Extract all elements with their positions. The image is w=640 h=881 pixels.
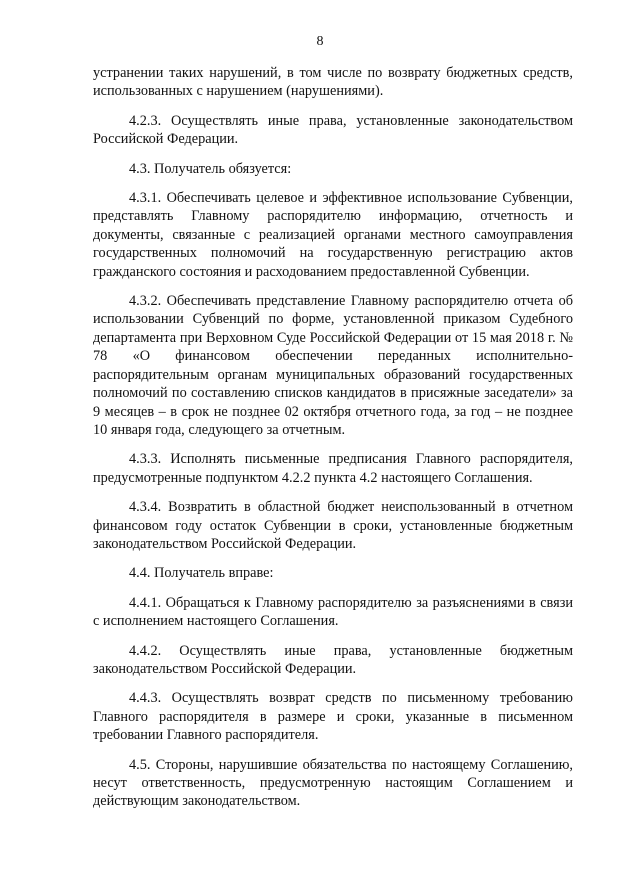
paragraph-4-4-1: 4.4.1. Обращаться к Главному распорядителю за разъяснениями в связи с исполнением настоящего Соглашения.: [93, 594, 573, 630]
paragraph-4-5: 4.5. Стороны, нарушившие обязательства по настоящему Соглашению, несут ответственность, предусмотренную настоящим Соглашением и действующим законодательством.: [93, 756, 573, 810]
paragraph-4-3-4: 4.3.4. Возвратить в областной бюджет неиспользованный в отчетном финансовом году остаток Субвенции в сроки, установленные бюджетным законодательством Российской Федерации.: [93, 499, 573, 552]
paragraph-4-3-3: 4.3.3. Исполнять письменные предписания Главного распорядителя, предусмотренные подпунктом 4.2.2 пункта 4.2 настоящего Соглашения.: [93, 451, 573, 486]
page-number: 8: [316, 34, 324, 49]
paragraph-4-4: 4.4. Получатель вправе:: [129, 565, 274, 582]
paragraph-continuation: устранении таких нарушений, в том числе по возврату бюджетных средств, использованных с нарушением (нарушениями).: [93, 65, 573, 100]
document-body: [93, 64, 573, 822]
paragraph-4-2-3: 4.2.3. Осуществлять иные права, установленные законодательством Российской Федерации.: [93, 112, 573, 148]
paragraph-4-3-2: 4.3.2. Обеспечивать представление Главному распорядителю отчета об использовании Субвенций по форме, установленной приказом Судебного департамента при Верховном Суде Российской Федерации от 15 мая 2018 г. № 78 «О финансовом обеспечении переданных исполнительно-распорядительным органам муниципальных образований государственных полномочий по составлению списков кандидатов в присяжные заседатели» за 9 месяцев – в срок не позднее 02 октября отчетного года, за год – не позднее 10 января года, следующего за отчетным.: [93, 293, 573, 438]
paragraph-4-4-2: 4.4.2. Осуществлять иные права, установленные бюджетным законодательством Российской Федерации.: [93, 642, 573, 677]
paragraph-4-3-1: 4.3.1. Обеспечивать целевое и эффективное использование Субвенции, представлять Главному распорядителю информацию, отчетность и документы, связанные с реализацией органами местного самоуправления государственных полномочий на государственную регистрацию актов гражданского состояния и расходованием предоставленной Субвенции.: [93, 190, 573, 280]
paragraph-4-3: 4.3. Получатель обязуется:: [129, 160, 292, 177]
paragraph-4-4-3: 4.4.3. Осуществлять возврат средств по письменному требованию Главного распорядителя в размере и сроки, указанные в письменном требовании Главного распорядителя.: [93, 690, 573, 744]
